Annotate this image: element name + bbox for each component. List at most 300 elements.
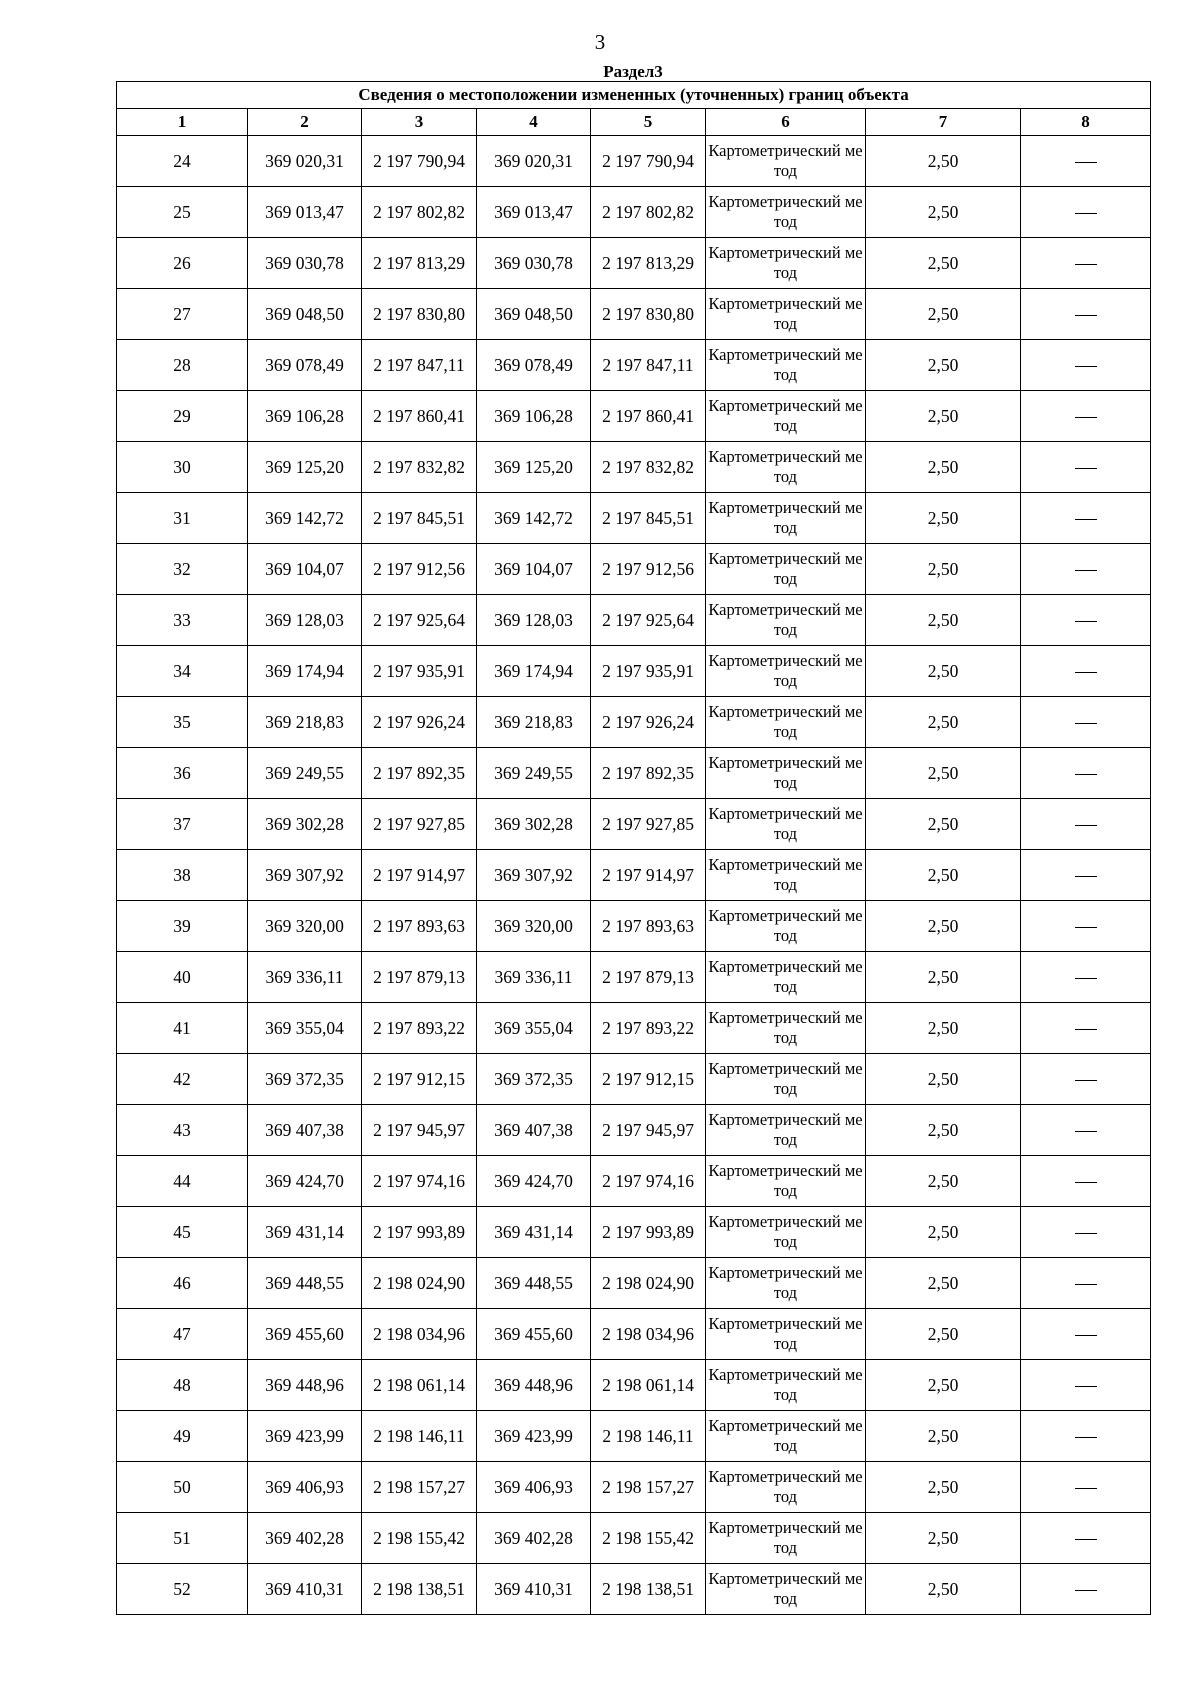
y-existing-cell: 2 198 034,96 <box>362 1309 477 1360</box>
y-refined-cell: 2 197 925,64 <box>591 595 706 646</box>
y-refined-cell: 2 198 138,51 <box>591 1564 706 1615</box>
method-cell: Картометрический метод <box>706 799 866 850</box>
x-existing-cell: 369 407,38 <box>248 1105 362 1156</box>
method-cell: Картометрический метод <box>706 1105 866 1156</box>
description-cell <box>1021 493 1151 544</box>
x-existing-cell: 369 320,00 <box>248 901 362 952</box>
method-cell: Картометрический метод <box>706 1462 866 1513</box>
description-cell <box>1021 1360 1151 1411</box>
x-existing-cell: 369 106,28 <box>248 391 362 442</box>
table-row <box>117 1513 1151 1564</box>
accuracy-cell: 2,50 <box>866 901 1021 952</box>
description-cell <box>1021 187 1151 238</box>
table-row <box>117 1411 1151 1462</box>
dash-mark <box>1075 1029 1097 1030</box>
x-refined-cell: 369 048,50 <box>477 289 591 340</box>
y-existing-cell: 2 198 146,11 <box>362 1411 477 1462</box>
accuracy-cell: 2,50 <box>866 391 1021 442</box>
table-row <box>117 442 1151 493</box>
x-existing-cell: 369 448,96 <box>248 1360 362 1411</box>
accuracy-cell: 2,50 <box>866 1411 1021 1462</box>
dash-mark <box>1075 723 1097 724</box>
accuracy-cell: 2,50 <box>866 1105 1021 1156</box>
y-refined-cell: 2 197 847,11 <box>591 340 706 391</box>
accuracy-cell: 2,50 <box>866 340 1021 391</box>
point-number-cell: 27 <box>117 289 248 340</box>
y-refined-cell: 2 197 935,91 <box>591 646 706 697</box>
dash-mark <box>1075 825 1097 826</box>
accuracy-cell: 2,50 <box>866 952 1021 1003</box>
x-existing-cell: 369 355,04 <box>248 1003 362 1054</box>
description-cell <box>1021 1054 1151 1105</box>
y-existing-cell: 2 197 893,63 <box>362 901 477 952</box>
method-cell: Картометрический метод <box>706 1003 866 1054</box>
y-refined-cell: 2 197 790,94 <box>591 136 706 187</box>
y-existing-cell: 2 197 832,82 <box>362 442 477 493</box>
column-header: 5 <box>591 109 706 136</box>
x-refined-cell: 369 249,55 <box>477 748 591 799</box>
point-number-cell: 42 <box>117 1054 248 1105</box>
description-cell <box>1021 1003 1151 1054</box>
point-number-cell: 36 <box>117 748 248 799</box>
dash-mark <box>1075 1335 1097 1336</box>
point-number-cell: 25 <box>117 187 248 238</box>
x-refined-cell: 369 142,72 <box>477 493 591 544</box>
table-row <box>117 1156 1151 1207</box>
y-refined-cell: 2 198 034,96 <box>591 1309 706 1360</box>
dash-mark <box>1075 1233 1097 1234</box>
description-cell <box>1021 952 1151 1003</box>
x-existing-cell: 369 424,70 <box>248 1156 362 1207</box>
point-number-cell: 35 <box>117 697 248 748</box>
x-refined-cell: 369 406,93 <box>477 1462 591 1513</box>
table-row <box>117 748 1151 799</box>
y-existing-cell: 2 197 813,29 <box>362 238 477 289</box>
description-cell <box>1021 1462 1151 1513</box>
x-existing-cell: 369 078,49 <box>248 340 362 391</box>
y-existing-cell: 2 197 860,41 <box>362 391 477 442</box>
description-cell <box>1021 238 1151 289</box>
point-number-cell: 31 <box>117 493 248 544</box>
y-refined-cell: 2 197 879,13 <box>591 952 706 1003</box>
y-refined-cell: 2 197 927,85 <box>591 799 706 850</box>
y-refined-cell: 2 197 802,82 <box>591 187 706 238</box>
y-existing-cell: 2 197 914,97 <box>362 850 477 901</box>
point-number-cell: 51 <box>117 1513 248 1564</box>
x-existing-cell: 369 174,94 <box>248 646 362 697</box>
point-number-cell: 49 <box>117 1411 248 1462</box>
dash-mark <box>1075 927 1097 928</box>
x-refined-cell: 369 307,92 <box>477 850 591 901</box>
y-refined-cell: 2 197 893,22 <box>591 1003 706 1054</box>
y-refined-cell: 2 197 912,56 <box>591 544 706 595</box>
x-existing-cell: 369 048,50 <box>248 289 362 340</box>
x-existing-cell: 369 030,78 <box>248 238 362 289</box>
point-number-cell: 38 <box>117 850 248 901</box>
accuracy-cell: 2,50 <box>866 289 1021 340</box>
method-cell: Картометрический метод <box>706 1564 866 1615</box>
y-refined-cell: 2 198 146,11 <box>591 1411 706 1462</box>
y-refined-cell: 2 197 830,80 <box>591 289 706 340</box>
table-row <box>117 1462 1151 1513</box>
description-cell <box>1021 799 1151 850</box>
method-cell: Картометрический метод <box>706 1309 866 1360</box>
y-existing-cell: 2 197 925,64 <box>362 595 477 646</box>
y-refined-cell: 2 198 157,27 <box>591 1462 706 1513</box>
x-refined-cell: 369 410,31 <box>477 1564 591 1615</box>
dash-mark <box>1075 621 1097 622</box>
table-row <box>117 238 1151 289</box>
y-refined-cell: 2 197 832,82 <box>591 442 706 493</box>
description-cell <box>1021 697 1151 748</box>
accuracy-cell: 2,50 <box>866 493 1021 544</box>
column-header: 7 <box>866 109 1021 136</box>
point-number-cell: 29 <box>117 391 248 442</box>
description-cell <box>1021 340 1151 391</box>
point-number-cell: 46 <box>117 1258 248 1309</box>
description-cell <box>1021 1513 1151 1564</box>
x-existing-cell: 369 218,83 <box>248 697 362 748</box>
x-existing-cell: 369 431,14 <box>248 1207 362 1258</box>
table-row <box>117 1003 1151 1054</box>
x-refined-cell: 369 423,99 <box>477 1411 591 1462</box>
x-existing-cell: 369 125,20 <box>248 442 362 493</box>
accuracy-cell: 2,50 <box>866 442 1021 493</box>
table-row <box>117 289 1151 340</box>
description-cell <box>1021 1309 1151 1360</box>
accuracy-cell: 2,50 <box>866 238 1021 289</box>
table-row <box>117 799 1151 850</box>
x-refined-cell: 369 320,00 <box>477 901 591 952</box>
x-existing-cell: 369 448,55 <box>248 1258 362 1309</box>
y-refined-cell: 2 197 893,63 <box>591 901 706 952</box>
boundary-coordinates-table <box>116 81 1151 1615</box>
y-refined-cell: 2 198 061,14 <box>591 1360 706 1411</box>
x-refined-cell: 369 218,83 <box>477 697 591 748</box>
dash-mark <box>1075 213 1097 214</box>
dash-mark <box>1075 876 1097 877</box>
column-header: 6 <box>706 109 866 136</box>
y-existing-cell: 2 197 935,91 <box>362 646 477 697</box>
method-cell: Картометрический метод <box>706 1513 866 1564</box>
x-refined-cell: 369 407,38 <box>477 1105 591 1156</box>
page-number: 3 <box>594 30 606 54</box>
y-existing-cell: 2 198 138,51 <box>362 1564 477 1615</box>
x-refined-cell: 369 106,28 <box>477 391 591 442</box>
x-existing-cell: 369 402,28 <box>248 1513 362 1564</box>
description-cell <box>1021 1156 1151 1207</box>
y-refined-cell: 2 197 993,89 <box>591 1207 706 1258</box>
y-existing-cell: 2 197 893,22 <box>362 1003 477 1054</box>
dash-mark <box>1075 672 1097 673</box>
x-existing-cell: 369 013,47 <box>248 187 362 238</box>
dash-mark <box>1075 1182 1097 1183</box>
table-row <box>117 952 1151 1003</box>
point-number-cell: 34 <box>117 646 248 697</box>
table-row <box>117 1054 1151 1105</box>
accuracy-cell: 2,50 <box>866 1564 1021 1615</box>
x-existing-cell: 369 410,31 <box>248 1564 362 1615</box>
point-number-cell: 30 <box>117 442 248 493</box>
accuracy-cell: 2,50 <box>866 544 1021 595</box>
point-number-cell: 45 <box>117 1207 248 1258</box>
method-cell: Картометрический метод <box>706 1258 866 1309</box>
y-refined-cell: 2 197 914,97 <box>591 850 706 901</box>
accuracy-cell: 2,50 <box>866 136 1021 187</box>
y-refined-cell: 2 198 024,90 <box>591 1258 706 1309</box>
y-existing-cell: 2 197 790,94 <box>362 136 477 187</box>
accuracy-cell: 2,50 <box>866 1513 1021 1564</box>
column-header: 8 <box>1021 109 1151 136</box>
accuracy-cell: 2,50 <box>866 1003 1021 1054</box>
accuracy-cell: 2,50 <box>866 1156 1021 1207</box>
y-refined-cell: 2 197 813,29 <box>591 238 706 289</box>
point-number-cell: 32 <box>117 544 248 595</box>
x-existing-cell: 369 302,28 <box>248 799 362 850</box>
x-refined-cell: 369 448,55 <box>477 1258 591 1309</box>
description-cell <box>1021 391 1151 442</box>
x-refined-cell: 369 174,94 <box>477 646 591 697</box>
table-row <box>117 391 1151 442</box>
x-refined-cell: 369 013,47 <box>477 187 591 238</box>
table-row <box>117 187 1151 238</box>
method-cell: Картометрический метод <box>706 595 866 646</box>
y-existing-cell: 2 198 155,42 <box>362 1513 477 1564</box>
x-refined-cell: 369 125,20 <box>477 442 591 493</box>
y-existing-cell: 2 198 157,27 <box>362 1462 477 1513</box>
table-row <box>117 1564 1151 1615</box>
dash-mark <box>1075 978 1097 979</box>
point-number-cell: 40 <box>117 952 248 1003</box>
accuracy-cell: 2,50 <box>866 1309 1021 1360</box>
accuracy-cell: 2,50 <box>866 646 1021 697</box>
point-number-cell: 47 <box>117 1309 248 1360</box>
method-cell: Картометрический метод <box>706 1054 866 1105</box>
dash-mark <box>1075 1488 1097 1489</box>
table-row <box>117 1360 1151 1411</box>
column-header: 3 <box>362 109 477 136</box>
point-number-cell: 39 <box>117 901 248 952</box>
description-cell <box>1021 901 1151 952</box>
accuracy-cell: 2,50 <box>866 1360 1021 1411</box>
description-cell <box>1021 1564 1151 1615</box>
point-number-cell: 26 <box>117 238 248 289</box>
dash-mark <box>1075 1080 1097 1081</box>
table-row <box>117 1207 1151 1258</box>
column-header-row <box>117 109 1151 136</box>
x-refined-cell: 369 128,03 <box>477 595 591 646</box>
x-refined-cell: 369 104,07 <box>477 544 591 595</box>
point-number-cell: 48 <box>117 1360 248 1411</box>
point-number-cell: 37 <box>117 799 248 850</box>
y-existing-cell: 2 198 024,90 <box>362 1258 477 1309</box>
point-number-cell: 43 <box>117 1105 248 1156</box>
dash-mark <box>1075 1284 1097 1285</box>
y-refined-cell: 2 197 945,97 <box>591 1105 706 1156</box>
x-existing-cell: 369 372,35 <box>248 1054 362 1105</box>
description-cell <box>1021 1258 1151 1309</box>
accuracy-cell: 2,50 <box>866 187 1021 238</box>
dash-mark <box>1075 468 1097 469</box>
method-cell: Картометрический метод <box>706 391 866 442</box>
y-refined-cell: 2 197 892,35 <box>591 748 706 799</box>
method-cell: Картометрический метод <box>706 187 866 238</box>
description-cell <box>1021 1207 1151 1258</box>
description-cell <box>1021 748 1151 799</box>
method-cell: Картометрический метод <box>706 136 866 187</box>
accuracy-cell: 2,50 <box>866 1462 1021 1513</box>
x-refined-cell: 369 030,78 <box>477 238 591 289</box>
y-existing-cell: 2 197 945,97 <box>362 1105 477 1156</box>
description-cell <box>1021 289 1151 340</box>
y-existing-cell: 2 197 912,15 <box>362 1054 477 1105</box>
x-refined-cell: 369 402,28 <box>477 1513 591 1564</box>
point-number-cell: 28 <box>117 340 248 391</box>
section-title: Раздел3 <box>603 62 663 81</box>
x-existing-cell: 369 142,72 <box>248 493 362 544</box>
method-cell: Картометрический метод <box>706 901 866 952</box>
y-refined-cell: 2 197 926,24 <box>591 697 706 748</box>
x-refined-cell: 369 355,04 <box>477 1003 591 1054</box>
dash-mark <box>1075 1590 1097 1591</box>
dash-mark <box>1075 366 1097 367</box>
method-cell: Картометрический метод <box>706 1411 866 1462</box>
method-cell: Картометрический метод <box>706 238 866 289</box>
dash-mark <box>1075 417 1097 418</box>
y-existing-cell: 2 198 061,14 <box>362 1360 477 1411</box>
dash-mark <box>1075 1131 1097 1132</box>
x-refined-cell: 369 424,70 <box>477 1156 591 1207</box>
y-existing-cell: 2 197 912,56 <box>362 544 477 595</box>
accuracy-cell: 2,50 <box>866 850 1021 901</box>
x-existing-cell: 369 104,07 <box>248 544 362 595</box>
y-existing-cell: 2 197 974,16 <box>362 1156 477 1207</box>
table-caption-row <box>117 82 1151 109</box>
x-refined-cell: 369 020,31 <box>477 136 591 187</box>
dash-mark <box>1075 570 1097 571</box>
x-existing-cell: 369 249,55 <box>248 748 362 799</box>
dash-mark <box>1075 1386 1097 1387</box>
y-existing-cell: 2 197 847,11 <box>362 340 477 391</box>
y-existing-cell: 2 197 845,51 <box>362 493 477 544</box>
x-existing-cell: 369 423,99 <box>248 1411 362 1462</box>
x-refined-cell: 369 455,60 <box>477 1309 591 1360</box>
x-existing-cell: 369 020,31 <box>248 136 362 187</box>
accuracy-cell: 2,50 <box>866 1054 1021 1105</box>
y-existing-cell: 2 197 879,13 <box>362 952 477 1003</box>
method-cell: Картометрический метод <box>706 340 866 391</box>
table-row <box>117 1105 1151 1156</box>
y-refined-cell: 2 197 860,41 <box>591 391 706 442</box>
x-existing-cell: 369 455,60 <box>248 1309 362 1360</box>
x-existing-cell: 369 336,11 <box>248 952 362 1003</box>
y-refined-cell: 2 197 912,15 <box>591 1054 706 1105</box>
table-row <box>117 1258 1151 1309</box>
table-row <box>117 595 1151 646</box>
x-refined-cell: 369 431,14 <box>477 1207 591 1258</box>
method-cell: Картометрический метод <box>706 1156 866 1207</box>
description-cell <box>1021 544 1151 595</box>
description-cell <box>1021 595 1151 646</box>
accuracy-cell: 2,50 <box>866 595 1021 646</box>
method-cell: Картометрический метод <box>706 289 866 340</box>
column-header: 4 <box>477 109 591 136</box>
method-cell: Картометрический метод <box>706 544 866 595</box>
table-row <box>117 850 1151 901</box>
method-cell: Картометрический метод <box>706 442 866 493</box>
accuracy-cell: 2,50 <box>866 1258 1021 1309</box>
y-existing-cell: 2 197 802,82 <box>362 187 477 238</box>
description-cell <box>1021 1105 1151 1156</box>
dash-mark <box>1075 315 1097 316</box>
description-cell <box>1021 1411 1151 1462</box>
point-number-cell: 33 <box>117 595 248 646</box>
description-cell <box>1021 136 1151 187</box>
y-refined-cell: 2 197 845,51 <box>591 493 706 544</box>
method-cell: Картометрический метод <box>706 748 866 799</box>
table-row <box>117 544 1151 595</box>
table-row <box>117 1309 1151 1360</box>
x-existing-cell: 369 406,93 <box>248 1462 362 1513</box>
method-cell: Картометрический метод <box>706 850 866 901</box>
x-refined-cell: 369 372,35 <box>477 1054 591 1105</box>
y-existing-cell: 2 197 926,24 <box>362 697 477 748</box>
x-refined-cell: 369 078,49 <box>477 340 591 391</box>
dash-mark <box>1075 264 1097 265</box>
table-row <box>117 697 1151 748</box>
column-header: 2 <box>248 109 362 136</box>
y-refined-cell: 2 198 155,42 <box>591 1513 706 1564</box>
description-cell <box>1021 850 1151 901</box>
description-cell <box>1021 646 1151 697</box>
y-existing-cell: 2 197 892,35 <box>362 748 477 799</box>
table-row <box>117 901 1151 952</box>
x-existing-cell: 369 307,92 <box>248 850 362 901</box>
y-existing-cell: 2 197 830,80 <box>362 289 477 340</box>
method-cell: Картометрический метод <box>706 1360 866 1411</box>
accuracy-cell: 2,50 <box>866 697 1021 748</box>
y-existing-cell: 2 197 993,89 <box>362 1207 477 1258</box>
accuracy-cell: 2,50 <box>866 748 1021 799</box>
table-row <box>117 136 1151 187</box>
point-number-cell: 24 <box>117 136 248 187</box>
point-number-cell: 50 <box>117 1462 248 1513</box>
method-cell: Картометрический метод <box>706 1207 866 1258</box>
table-row <box>117 493 1151 544</box>
point-number-cell: 52 <box>117 1564 248 1615</box>
method-cell: Картометрический метод <box>706 646 866 697</box>
method-cell: Картометрический метод <box>706 493 866 544</box>
table-row <box>117 646 1151 697</box>
y-refined-cell: 2 197 974,16 <box>591 1156 706 1207</box>
dash-mark <box>1075 774 1097 775</box>
point-number-cell: 41 <box>117 1003 248 1054</box>
x-refined-cell: 369 336,11 <box>477 952 591 1003</box>
dash-mark <box>1075 1539 1097 1540</box>
accuracy-cell: 2,50 <box>866 1207 1021 1258</box>
y-existing-cell: 2 197 927,85 <box>362 799 477 850</box>
accuracy-cell: 2,50 <box>866 799 1021 850</box>
dash-mark <box>1075 519 1097 520</box>
method-cell: Картометрический метод <box>706 697 866 748</box>
method-cell: Картометрический метод <box>706 952 866 1003</box>
x-existing-cell: 369 128,03 <box>248 595 362 646</box>
table-caption: Сведения о местоположении измененных (уточненных) границ объекта <box>117 82 1151 109</box>
table-row <box>117 340 1151 391</box>
column-header: 1 <box>117 109 248 136</box>
description-cell <box>1021 442 1151 493</box>
dash-mark <box>1075 1437 1097 1438</box>
